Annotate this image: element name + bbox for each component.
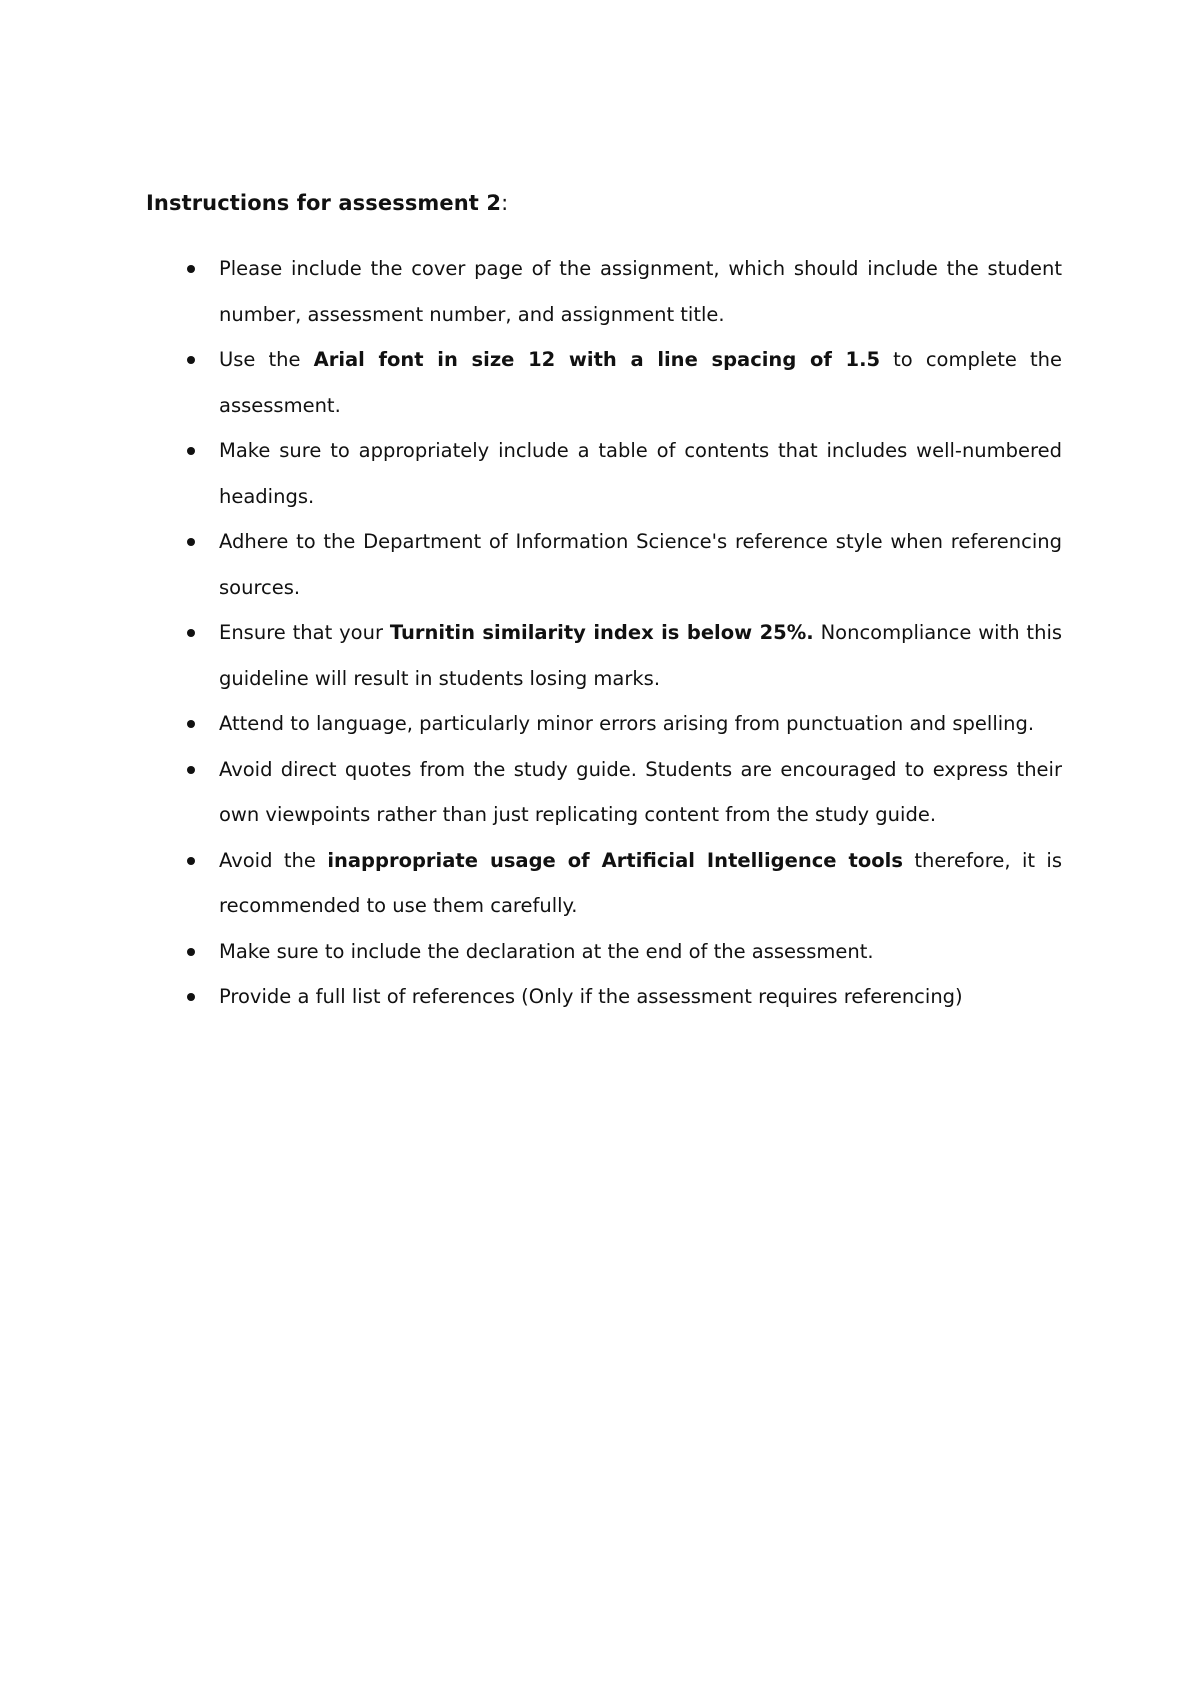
heading-colon: : [501, 191, 509, 215]
instruction-emphasis: Turnitin similarity index is below 25%. [389, 621, 814, 644]
bullet-icon [187, 447, 195, 455]
document-heading [146, 191, 508, 215]
instruction-text: Adhere to the Department of Information Science's reference style when referencing sources. [219, 530, 1062, 599]
instruction-text: Provide a full list of references (Only if the assessment requires referencing) [219, 985, 963, 1008]
instruction-item [187, 519, 1062, 610]
instruction-text: Avoid the [219, 848, 328, 872]
instruction-list [187, 246, 1062, 1020]
instruction-item [187, 610, 1062, 701]
instruction-item [187, 701, 1062, 747]
instruction-text: Avoid direct quotes from the study guide. Students are encouraged to express their own viewpoints rather than just replicating content from the study guide. [219, 757, 1062, 826]
instruction-text: to complete the assessment. [219, 348, 1062, 417]
bullet-icon [187, 356, 195, 364]
instruction-item [187, 337, 1062, 428]
bullet-icon [187, 948, 195, 956]
heading-text: Instructions for assessment 2 [146, 191, 502, 215]
instruction-item [187, 747, 1062, 838]
instruction-text: Please include the cover page of the assignment, which should include the student number, assessment number, and assignment title. [219, 257, 1062, 326]
instruction-item [187, 929, 1062, 975]
bullet-icon [187, 993, 195, 1001]
instruction-text: Make sure to include the declaration at the end of the assessment. [219, 939, 874, 963]
instruction-text: Noncompliance with this guideline will result in students losing marks. [219, 621, 1063, 690]
instruction-item [187, 974, 1062, 1020]
instruction-item [187, 246, 1062, 337]
bullet-icon [187, 720, 195, 728]
instruction-item [187, 838, 1062, 929]
instruction-text: Make sure to appropriately include a table of contents that includes well-numbered headings. [219, 439, 1062, 508]
bullet-icon [187, 538, 195, 546]
instruction-emphasis: Arial font in size 12 with a line spacing of 1.5 [313, 348, 881, 371]
instruction-emphasis: inappropriate usage of Artificial Intelligence tools [327, 848, 903, 872]
bullet-icon [187, 629, 195, 637]
instruction-text: therefore, it is recommended to use them carefully. [219, 848, 1062, 917]
instruction-text: Attend to language, particularly minor errors arising from punctuation and spelling. [219, 712, 1035, 735]
instruction-text: Ensure that your [219, 621, 390, 644]
bullet-icon [187, 766, 195, 774]
bullet-icon [187, 857, 195, 865]
instruction-item [187, 428, 1062, 519]
instruction-text: Use the [219, 348, 314, 371]
bullet-icon [187, 265, 195, 273]
